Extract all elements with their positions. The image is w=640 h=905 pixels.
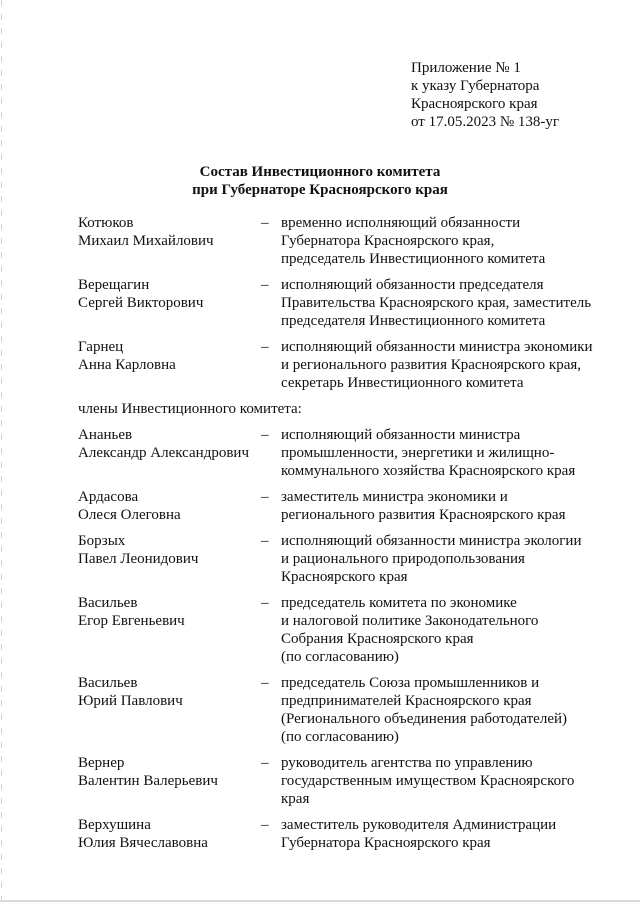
- title-line: при Губернаторе Красноярского края: [192, 182, 448, 198]
- committee-entry: [78, 426, 618, 480]
- member-position: [281, 754, 618, 808]
- committee-entry: [78, 488, 618, 524]
- committee-entry: [78, 214, 618, 268]
- position-line: временно исполняющий обязанности: [281, 215, 521, 231]
- committee-entry: [78, 532, 618, 586]
- surname: Ананьев: [78, 427, 133, 443]
- member-name: [78, 816, 261, 852]
- position-line: Губернатора Красноярского края: [281, 835, 491, 851]
- member-name: [78, 488, 261, 524]
- position-line: (по согласованию): [281, 729, 399, 745]
- surname: Васильев: [78, 595, 138, 611]
- position-line: края: [281, 791, 310, 807]
- position-line: (по согласованию): [281, 649, 399, 665]
- position-line: Собрания Красноярского края: [281, 631, 474, 647]
- appendix-line: Приложение № 1: [411, 60, 521, 76]
- given-names: Павел Леонидович: [78, 551, 199, 567]
- dash-separator: –: [261, 755, 269, 771]
- given-names: Олеся Олеговна: [78, 507, 181, 523]
- members-heading: члены Инвестиционного комитета:: [78, 401, 302, 417]
- member-position: [281, 532, 618, 586]
- surname: Васильев: [78, 675, 138, 691]
- surname: Котюков: [78, 215, 134, 231]
- scan-edge-bottom: [0, 900, 640, 902]
- dash-separator: –: [261, 817, 269, 833]
- member-position: [281, 674, 618, 746]
- member-name: [78, 594, 261, 666]
- position-line: коммунального хозяйства Красноярского края: [281, 463, 576, 479]
- given-names: Юлия Вячеславовна: [78, 835, 208, 851]
- member-name: [78, 754, 261, 808]
- given-names: Сергей Викторович: [78, 295, 204, 311]
- dash-separator: –: [261, 277, 269, 293]
- appendix-block: [411, 59, 559, 131]
- dash-separator: –: [261, 489, 269, 505]
- surname: Ардасова: [78, 489, 139, 505]
- member-name: [78, 532, 261, 586]
- committee-entry: [78, 594, 618, 666]
- position-line: промышленности, энергетики и жилищно-: [281, 445, 555, 461]
- appendix-line: от 17.05.2023 № 138-уг: [411, 114, 560, 130]
- dash-separator: –: [261, 215, 269, 231]
- member-name: [78, 338, 261, 392]
- position-line: заместитель министра экономики и: [281, 489, 508, 505]
- position-line: и налоговой политике Законодательного: [281, 613, 539, 629]
- position-line: заместитель руководителя Администрации: [281, 817, 557, 833]
- appendix-line: Красноярского края: [411, 96, 538, 112]
- member-name: [78, 214, 261, 268]
- position-line: исполняющий обязанности председателя: [281, 277, 544, 293]
- committee-entry: [78, 816, 618, 852]
- position-line: председатель комитета по экономике: [281, 595, 517, 611]
- dash-separator: –: [261, 427, 269, 443]
- position-line: и рационального природопользования: [281, 551, 525, 567]
- scan-edge-left: [1, 0, 2, 905]
- member-name: [78, 276, 261, 330]
- position-line: государственным имуществом Красноярского: [281, 773, 575, 789]
- given-names: Михаил Михайлович: [78, 233, 214, 249]
- position-line: председатель Союза промышленников и: [281, 675, 540, 691]
- position-line: предпринимателей Красноярского края: [281, 693, 532, 709]
- position-line: секретарь Инвестиционного комитета: [281, 375, 524, 391]
- dash-separator: –: [261, 339, 269, 355]
- position-line: исполняющий обязанности министра: [281, 427, 521, 443]
- position-line: председатель Инвестиционного комитета: [281, 251, 546, 267]
- member-name: [78, 426, 261, 480]
- position-line: исполняющий обязанности министра экономики: [281, 339, 593, 355]
- given-names: Валентин Валерьевич: [78, 773, 218, 789]
- surname: Верхушина: [78, 817, 151, 833]
- surname: Вернер: [78, 755, 125, 771]
- surname: Борзых: [78, 533, 126, 549]
- position-line: исполняющий обязанности министра экологии: [281, 533, 582, 549]
- position-line: Красноярского края: [281, 569, 408, 585]
- dash-separator: –: [261, 533, 269, 549]
- position-line: Губернатора Красноярского края,: [281, 233, 495, 249]
- position-line: руководитель агентства по управлению: [281, 755, 533, 771]
- committee-list: [78, 214, 618, 860]
- surname: Гарнец: [78, 339, 124, 355]
- member-position: [281, 276, 618, 330]
- dash-separator: –: [261, 595, 269, 611]
- committee-entry: [78, 276, 618, 330]
- member-position: [281, 594, 618, 666]
- committee-entry: [78, 754, 618, 808]
- member-name: [78, 674, 261, 746]
- member-position: [281, 338, 618, 392]
- position-line: регионального развития Красноярского края: [281, 507, 566, 523]
- member-position: [281, 816, 618, 852]
- member-position: [281, 426, 618, 480]
- given-names: Егор Евгеньевич: [78, 613, 185, 629]
- surname: Верещагин: [78, 277, 150, 293]
- position-line: и регионального развития Красноярского края,: [281, 357, 582, 373]
- given-names: Юрий Павлович: [78, 693, 183, 709]
- committee-entry: [78, 674, 618, 746]
- position-line: Правительства Красноярского края, заместитель: [281, 295, 592, 311]
- member-position: [281, 488, 618, 524]
- position-line: председателя Инвестиционного комитета: [281, 313, 546, 329]
- position-line: (Регионального объединения работодателей): [281, 711, 567, 727]
- given-names: Анна Карловна: [78, 357, 176, 373]
- appendix-line: к указу Губернатора: [411, 78, 540, 94]
- member-position: [281, 214, 618, 268]
- title-line: Состав Инвестиционного комитета: [199, 164, 441, 180]
- given-names: Александр Александрович: [78, 445, 249, 461]
- dash-separator: –: [261, 675, 269, 691]
- committee-entry: [78, 338, 618, 392]
- document-title: [0, 163, 640, 199]
